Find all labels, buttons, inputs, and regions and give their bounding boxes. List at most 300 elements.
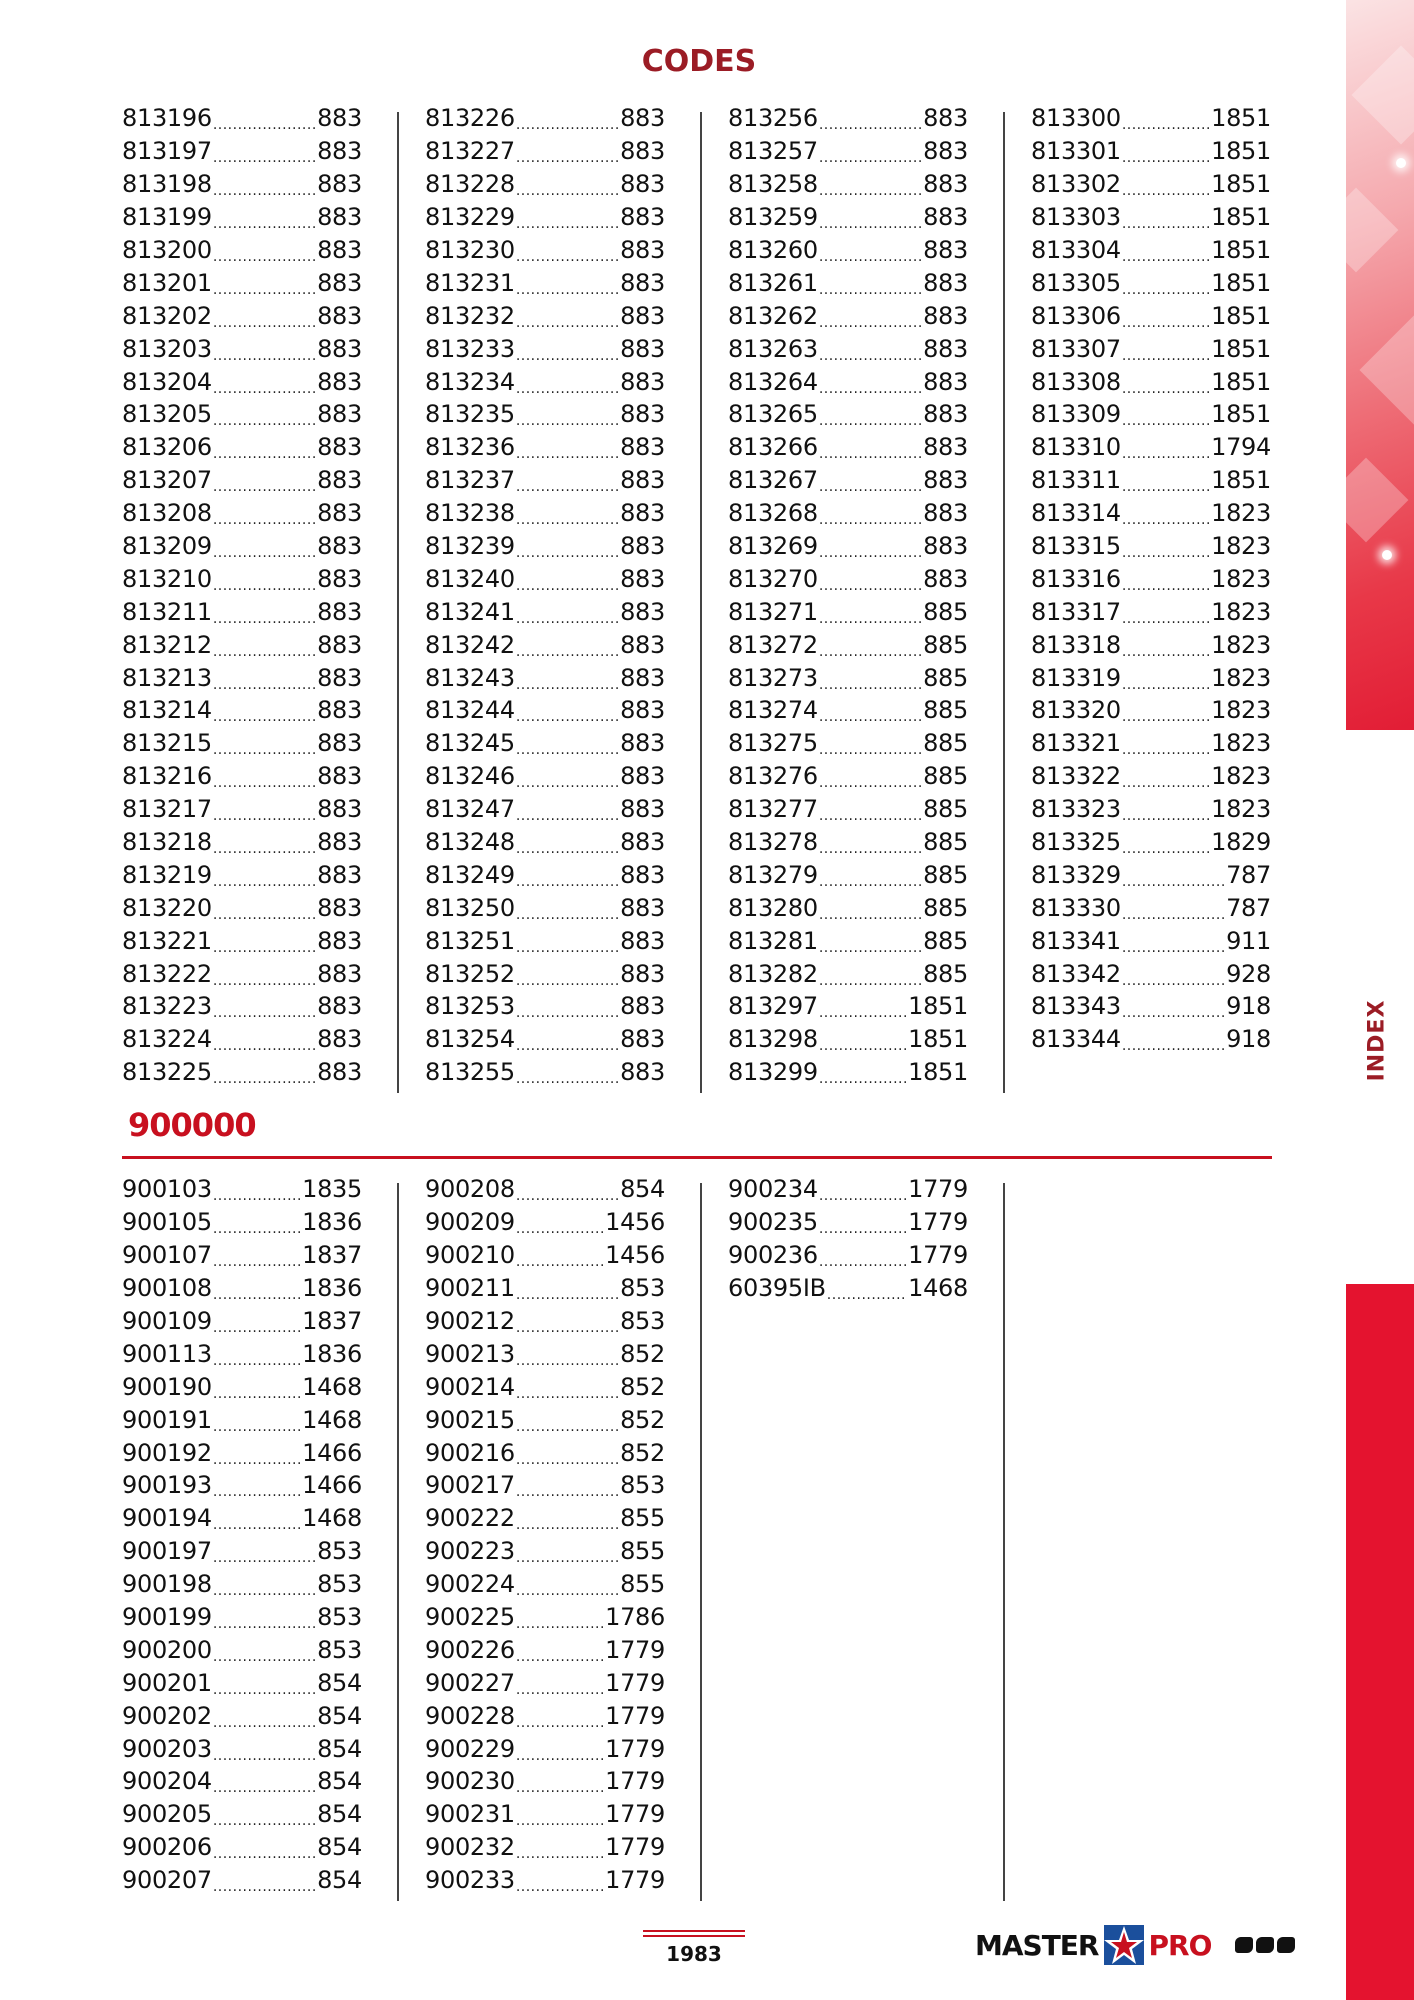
product-code: 813300 <box>1031 104 1121 133</box>
product-code: 900210 <box>425 1241 515 1270</box>
column-separator <box>700 1183 702 1901</box>
index-row <box>122 595 362 628</box>
product-code: 813323 <box>1031 795 1121 824</box>
dot-leader <box>213 1715 316 1731</box>
page-reference: 883 <box>923 334 968 363</box>
product-code: 813252 <box>425 959 515 988</box>
page-reference: 1836 <box>302 1274 362 1303</box>
product-code: 900191 <box>122 1405 212 1434</box>
page-reference: 883 <box>317 301 362 330</box>
dot-leader <box>516 1419 619 1435</box>
index-row <box>122 562 362 595</box>
index-row <box>1031 332 1271 365</box>
product-code: 813244 <box>425 696 515 725</box>
product-code: 813299 <box>728 1058 818 1087</box>
index-row <box>425 1272 665 1305</box>
index-row <box>122 1601 362 1634</box>
page-reference: 883 <box>317 499 362 528</box>
index-row <box>1031 891 1271 924</box>
index-row <box>728 201 968 234</box>
index-row <box>122 891 362 924</box>
page-title: CODES <box>641 44 757 79</box>
page-reference: 883 <box>620 334 665 363</box>
product-code: 813262 <box>728 301 818 330</box>
product-code: 813261 <box>728 268 818 297</box>
index-row <box>425 760 665 793</box>
page-reference: 883 <box>620 433 665 462</box>
product-code: 813266 <box>728 433 818 462</box>
dot-leader <box>819 1221 907 1237</box>
product-code: 813282 <box>728 959 818 988</box>
page-reference: 883 <box>317 1025 362 1054</box>
page-reference: 853 <box>317 1537 362 1566</box>
dot-leader <box>1122 940 1225 956</box>
dot-leader <box>213 1419 301 1435</box>
product-code: 813271 <box>728 597 818 626</box>
product-code: 813236 <box>425 433 515 462</box>
dot-leader <box>819 282 922 298</box>
page-reference: 883 <box>923 400 968 429</box>
index-row <box>122 1798 362 1831</box>
dot-leader <box>213 545 316 561</box>
product-code: 900201 <box>122 1668 212 1697</box>
page-reference: 885 <box>923 729 968 758</box>
page-reference: 883 <box>620 104 665 133</box>
product-code: 813253 <box>425 992 515 1021</box>
dot-leader <box>819 973 922 989</box>
dot-leader <box>1122 611 1210 627</box>
dot-leader <box>819 1071 907 1087</box>
index-row <box>425 234 665 267</box>
index-row <box>1031 398 1271 431</box>
index-row <box>425 530 665 563</box>
index-row <box>425 661 665 694</box>
dot-leader <box>516 150 619 166</box>
index-row <box>122 1502 362 1535</box>
dot-leader <box>819 874 922 890</box>
index-row <box>728 530 968 563</box>
page-reference: 1823 <box>1211 597 1271 626</box>
dot-leader <box>819 183 922 199</box>
page-reference: 854 <box>317 1734 362 1763</box>
index-row <box>1031 266 1271 299</box>
product-code: 813229 <box>425 203 515 232</box>
product-code: 813256 <box>728 104 818 133</box>
page-reference: 883 <box>620 1058 665 1087</box>
page-reference: 883 <box>317 597 362 626</box>
dot-leader <box>1122 315 1210 331</box>
dot-leader <box>819 1188 907 1204</box>
page-reference: 883 <box>317 367 362 396</box>
index-row <box>425 1173 665 1206</box>
dot-leader <box>516 1649 604 1665</box>
dot-leader <box>213 1005 316 1021</box>
product-code: 813329 <box>1031 860 1121 889</box>
page-reference: 883 <box>317 828 362 857</box>
index-row <box>122 1272 362 1305</box>
index-row <box>425 1765 665 1798</box>
dot-leader <box>213 1320 301 1336</box>
index-row <box>1031 168 1271 201</box>
dot-leader <box>213 874 316 890</box>
page-reference: 885 <box>923 893 968 922</box>
product-code: 813212 <box>122 630 212 659</box>
index-row <box>1031 793 1271 826</box>
page-reference: 852 <box>620 1438 665 1467</box>
index-row <box>122 1023 362 1056</box>
page-reference: 883 <box>317 762 362 791</box>
product-code: 813201 <box>122 268 212 297</box>
dot-leader <box>516 578 619 594</box>
page-reference: 1466 <box>302 1471 362 1500</box>
page-reference: 1823 <box>1211 729 1271 758</box>
dot-leader <box>213 611 316 627</box>
page-reference: 883 <box>317 696 362 725</box>
product-code: 813275 <box>728 729 818 758</box>
page-reference: 855 <box>620 1570 665 1599</box>
dot-leader <box>819 512 922 528</box>
page-reference: 1779 <box>605 1866 665 1895</box>
index-row <box>122 727 362 760</box>
index-row <box>425 431 665 464</box>
page-reference: 883 <box>923 499 968 528</box>
dot-leader <box>213 709 316 725</box>
page-reference: 853 <box>317 1570 362 1599</box>
dot-leader <box>819 117 922 133</box>
product-code: 813205 <box>122 400 212 429</box>
dot-leader <box>213 1452 301 1468</box>
page-reference: 883 <box>620 170 665 199</box>
page-reference: 853 <box>317 1603 362 1632</box>
index-row <box>728 826 968 859</box>
index-row <box>1031 595 1271 628</box>
index-row <box>425 1337 665 1370</box>
product-code: 813219 <box>122 860 212 889</box>
dot-leader <box>516 216 619 232</box>
product-code: 813281 <box>728 926 818 955</box>
product-code: 813298 <box>728 1025 818 1054</box>
page-reference: 883 <box>620 203 665 232</box>
product-code: 813228 <box>425 170 515 199</box>
product-code: 813197 <box>122 137 212 166</box>
dot-leader <box>516 1320 619 1336</box>
dot-leader <box>819 808 922 824</box>
dot-leader <box>819 315 922 331</box>
page-reference: 885 <box>923 696 968 725</box>
index-row <box>1031 562 1271 595</box>
product-code: 813224 <box>122 1025 212 1054</box>
product-code: 900108 <box>122 1274 212 1303</box>
product-code: 813221 <box>122 926 212 955</box>
page-reference: 852 <box>620 1372 665 1401</box>
dot-leader <box>213 742 316 758</box>
page-reference: 1851 <box>1211 236 1271 264</box>
dot-leader <box>516 1748 604 1764</box>
product-code: 900231 <box>425 1800 515 1829</box>
page-reference: 883 <box>317 236 362 264</box>
product-code: 813215 <box>122 729 212 758</box>
page-reference: 1851 <box>1211 334 1271 363</box>
page-reference: 883 <box>317 992 362 1021</box>
product-code: 813232 <box>425 301 515 330</box>
index-row <box>728 595 968 628</box>
star-icon <box>1101 1922 1147 1968</box>
page-reference: 1779 <box>605 1800 665 1829</box>
dot-leader <box>1122 381 1210 397</box>
dot-leader <box>1122 841 1210 857</box>
index-row <box>1031 1023 1271 1056</box>
index-row <box>122 234 362 267</box>
index-row <box>1031 661 1271 694</box>
page-reference: 1823 <box>1211 564 1271 593</box>
dot-leader <box>819 150 922 166</box>
product-code: 813203 <box>122 334 212 363</box>
index-row <box>122 530 362 563</box>
dot-leader <box>516 973 619 989</box>
product-code: 900224 <box>425 1570 515 1599</box>
index-row <box>122 858 362 891</box>
index-row <box>122 365 362 398</box>
index-row <box>728 990 968 1023</box>
dot-leader <box>1122 512 1210 528</box>
page-reference: 853 <box>317 1635 362 1664</box>
index-row <box>122 1370 362 1403</box>
product-code: 900192 <box>122 1438 212 1467</box>
product-code: 813218 <box>122 828 212 857</box>
product-code: 813216 <box>122 762 212 791</box>
page-reference: 883 <box>317 532 362 561</box>
index-row <box>122 1765 362 1798</box>
product-code: 813214 <box>122 696 212 725</box>
index-row <box>1031 924 1271 957</box>
page-reference: 1786 <box>605 1603 665 1632</box>
dot-leader <box>213 1846 316 1862</box>
product-code: 813344 <box>1031 1025 1121 1054</box>
page-reference: 1468 <box>302 1372 362 1401</box>
dot-leader <box>213 1188 301 1204</box>
index-row <box>122 1831 362 1864</box>
dot-leader <box>213 841 316 857</box>
product-code: 813207 <box>122 466 212 495</box>
index-row <box>122 760 362 793</box>
page-reference: 883 <box>317 663 362 692</box>
dot-leader <box>516 808 619 824</box>
dot-leader <box>516 677 619 693</box>
dot-leader <box>516 381 619 397</box>
index-row <box>425 727 665 760</box>
index-row <box>728 661 968 694</box>
dot-leader <box>1122 479 1210 495</box>
dot-leader <box>1122 117 1210 133</box>
dot-leader <box>516 1386 619 1402</box>
index-row <box>122 661 362 694</box>
product-code: 813199 <box>122 203 212 232</box>
product-code: 813196 <box>122 104 212 133</box>
page-reference: 854 <box>317 1833 362 1862</box>
dot-leader <box>516 874 619 890</box>
column-separator <box>1003 112 1005 1093</box>
product-code: 900202 <box>122 1701 212 1730</box>
index-row <box>122 694 362 727</box>
page-reference: 883 <box>317 170 362 199</box>
index-row <box>1031 464 1271 497</box>
index-row <box>728 1272 968 1305</box>
index-row <box>425 1056 665 1089</box>
product-code: 813297 <box>728 992 818 1021</box>
index-row <box>425 464 665 497</box>
dot-leader <box>819 249 922 265</box>
index-row <box>425 1502 665 1535</box>
product-code: 900211 <box>425 1274 515 1303</box>
product-code: 813318 <box>1031 630 1121 659</box>
index-row <box>728 497 968 530</box>
dot-leader <box>819 677 922 693</box>
page-reference: 883 <box>620 137 665 166</box>
product-code: 813217 <box>122 795 212 824</box>
product-code: 813227 <box>425 137 515 166</box>
page-reference: 883 <box>620 1025 665 1054</box>
page-reference: 883 <box>317 630 362 659</box>
product-code: 813254 <box>425 1025 515 1054</box>
index-row <box>1031 135 1271 168</box>
page-reference: 1779 <box>605 1635 665 1664</box>
product-code: 900113 <box>122 1339 212 1368</box>
product-code: 813209 <box>122 532 212 561</box>
dot-leader <box>213 413 316 429</box>
product-code: 900229 <box>425 1734 515 1763</box>
product-code: 813249 <box>425 860 515 889</box>
product-code: 813268 <box>728 499 818 528</box>
product-code: 813264 <box>728 367 818 396</box>
index-row <box>122 1436 362 1469</box>
logo-blobs <box>1235 1937 1295 1953</box>
dot-leader <box>516 1221 604 1237</box>
page-reference: 885 <box>923 828 968 857</box>
index-row <box>728 562 968 595</box>
product-code: 813260 <box>728 236 818 264</box>
index-row <box>122 1206 362 1239</box>
product-code: 900198 <box>122 1570 212 1599</box>
dot-leader <box>516 1715 604 1731</box>
product-code: 900212 <box>425 1307 515 1335</box>
page-reference: 787 <box>1226 860 1271 889</box>
index-row <box>1031 990 1271 1023</box>
dot-leader <box>213 1071 316 1087</box>
page-reference: 883 <box>620 663 665 692</box>
index-row <box>122 1056 362 1089</box>
index-row <box>122 299 362 332</box>
page-reference: 883 <box>317 104 362 133</box>
index-row <box>425 1864 665 1897</box>
product-code: 900226 <box>425 1635 515 1664</box>
page-reference: 1835 <box>302 1175 362 1204</box>
page-reference: 883 <box>620 564 665 593</box>
index-row <box>425 1831 665 1864</box>
page-reference: 883 <box>317 466 362 495</box>
product-code: 813200 <box>122 236 212 264</box>
page-reference: 883 <box>317 400 362 429</box>
dot-leader <box>1122 709 1210 725</box>
dot-leader <box>516 611 619 627</box>
product-code: 813246 <box>425 762 515 791</box>
page-reference: 883 <box>923 301 968 330</box>
index-column <box>728 1173 968 1305</box>
dot-leader <box>213 1221 301 1237</box>
page-reference: 883 <box>317 860 362 889</box>
dot-leader <box>1122 578 1210 594</box>
dot-leader <box>213 1254 301 1270</box>
dot-leader <box>1122 150 1210 166</box>
index-row <box>728 398 968 431</box>
product-code: 900197 <box>122 1537 212 1566</box>
page-reference: 883 <box>620 532 665 561</box>
index-row <box>425 858 665 891</box>
dot-leader <box>516 1616 604 1632</box>
dot-leader <box>819 578 922 594</box>
product-code: 900193 <box>122 1471 212 1500</box>
dot-leader <box>213 1780 316 1796</box>
logo-word-pro: PRO <box>1148 1928 1212 1962</box>
product-code: 900205 <box>122 1800 212 1829</box>
dot-leader <box>213 1616 316 1632</box>
page-reference: 1468 <box>302 1504 362 1533</box>
index-row <box>728 1023 968 1056</box>
product-code: 813248 <box>425 828 515 857</box>
page-reference: 1829 <box>1211 828 1271 857</box>
masterpro-logo <box>975 1920 1295 1970</box>
index-row <box>425 1798 665 1831</box>
index-row <box>425 1436 665 1469</box>
page-reference: 883 <box>317 959 362 988</box>
dot-leader <box>516 1188 619 1204</box>
product-code: 813234 <box>425 367 515 396</box>
product-code: 813321 <box>1031 729 1121 758</box>
dot-leader <box>516 841 619 857</box>
dot-leader <box>1122 183 1210 199</box>
index-row <box>425 826 665 859</box>
index-row <box>1031 102 1271 135</box>
page-reference: 1836 <box>302 1339 362 1368</box>
page-reference: 883 <box>317 729 362 758</box>
dot-leader <box>213 282 316 298</box>
index-row <box>728 365 968 398</box>
index-row <box>122 1337 362 1370</box>
product-code: 813226 <box>425 104 515 133</box>
index-row <box>122 1568 362 1601</box>
dot-leader <box>1122 545 1210 561</box>
page-reference: 918 <box>1226 992 1271 1021</box>
dot-leader <box>516 545 619 561</box>
product-code: 813319 <box>1031 663 1121 692</box>
page-reference: 885 <box>923 663 968 692</box>
product-code: 813211 <box>122 597 212 626</box>
dot-leader <box>213 1649 316 1665</box>
page-reference: 1837 <box>302 1307 362 1335</box>
dot-leader <box>213 183 316 199</box>
index-row <box>1031 957 1271 990</box>
column-separator <box>397 112 399 1093</box>
index-row <box>425 924 665 957</box>
dot-leader <box>1122 348 1210 364</box>
index-row <box>122 332 362 365</box>
index-row <box>1031 365 1271 398</box>
product-code: 813258 <box>728 170 818 199</box>
page-reference: 885 <box>923 795 968 824</box>
product-code: 900105 <box>122 1208 212 1237</box>
product-code: 900209 <box>425 1208 515 1237</box>
dot-leader <box>1122 973 1225 989</box>
dot-leader <box>213 808 316 824</box>
